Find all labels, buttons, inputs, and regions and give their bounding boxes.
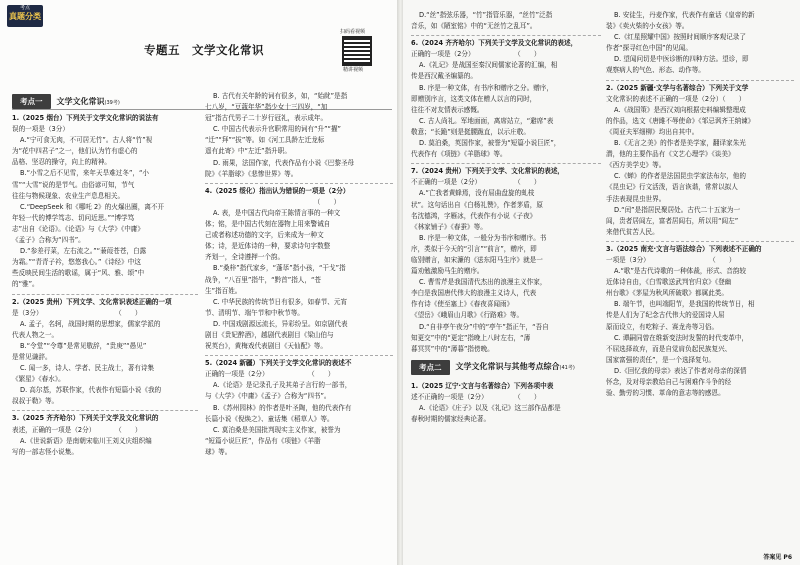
text-line: 长篇小说《倪焕之》、童话集《稻草人》等。 xyxy=(205,414,334,423)
question-divider xyxy=(205,183,393,184)
answer-option: B. 序是一种文体，一般分为书序和赠序。书 xyxy=(419,233,547,242)
text-line: 序，类似于今天的“引言”“前言”，赠序，即 xyxy=(411,244,537,253)
text-line: 往往不对友情表示感慨。 xyxy=(411,105,484,114)
text-line: 临别赠言，如宋濂的《送东阳马生序》就是一 xyxy=(411,255,543,264)
text-line: 志”出自《论语》。《论语》与《大学》《中庸》 xyxy=(12,224,144,233)
question-stem: 7.（2024 贵州）下列关于文学、文化常识的表述， xyxy=(411,167,565,176)
answer-option: B.“桑梓”指代家乡，“蓬荜”指小孩，“干戈”指 xyxy=(213,264,346,273)
text-line: 《西方美学史》等。 xyxy=(606,161,666,170)
answer-option: A.“宁可食无肉，不可居无竹”。古人将“竹”视 xyxy=(20,136,153,145)
text-line: 春秋时期的儒家经典论著。 xyxy=(411,415,491,424)
topic-title: 专题五 文学文化常识 xyxy=(144,43,264,57)
answer-option: B.“令堂”“令尊”是常见敬辞，“贵庚”“愚见” xyxy=(20,341,147,350)
text-line: 齐划一，全诗遵押一个韵。 xyxy=(205,253,285,262)
answer-option: B. 序是一种文体，有书序和赠序之分。赠序， xyxy=(419,83,553,92)
question-stem: 3.（2025 齐齐哈尔）下列关于文学及文化常识的 xyxy=(12,414,159,423)
answer-option: C. 闻一多，诗人、学者、民主战士，著有诗集 xyxy=(20,364,155,373)
text-line: （ ） xyxy=(205,197,341,206)
question-divider xyxy=(12,294,198,295)
answer-option: D.《回忆我的母亲》表达了作者对母亲的深情 xyxy=(614,366,747,375)
text-line: 近体诗自由，《白雪歌送武判官归京》《登幽 xyxy=(606,278,732,287)
text-line: 状”。这句话出自《白杨礼赞》，作者茅盾，原 xyxy=(411,200,543,209)
text-line: 《繁星》《春水》。 xyxy=(12,375,65,384)
text-line: 冠”指古代男子二十岁行冠礼，表示成年。 xyxy=(205,114,328,123)
text-line: 《孟子》合称为“四书”。 xyxy=(12,236,85,245)
text-line: 知更交”中的“更定”指晚上八时左右，“薄 xyxy=(411,333,531,342)
qr-caption-bottom: 精讲视频 xyxy=(343,67,364,73)
text-line: 叔叔于勒》等。 xyxy=(12,397,59,406)
answer-option: B. 古代有关年龄的词有很多，如，“始龀”是指 xyxy=(213,92,348,100)
question-stem: 2.（2025 新疆·文学与名著综合）下列关于文学 xyxy=(606,83,749,92)
text-line: 遥有此寄》中“左迁”指升职。 xyxy=(205,147,291,156)
right-column xyxy=(205,91,393,458)
section-tag: 考点二 xyxy=(411,360,450,375)
page-number: 答案见 P6 xyxy=(763,554,792,561)
text-line: 代表人物之一。 xyxy=(12,330,59,339)
text-line: 为“花中四君子”之一，他们认为竹有虚心的 xyxy=(12,147,138,156)
question-divider xyxy=(411,35,601,36)
answer-option: A. 孟子，名轲，战国时期的思想家，儒家学派的 xyxy=(20,319,161,328)
text-line: 祝英台》，黄梅戏代表剧目《天仙配》等。 xyxy=(205,342,327,351)
answer-option: C.《蝉》的作者是法国昆虫学家法布尔，他的 xyxy=(614,172,746,181)
question-stem: 1.（2025 辽宁·文言与名著综合）下列各项中表 xyxy=(411,381,554,390)
question-stem: 2.（2025 贵州）下列文学、文化常识表述正确的一项 xyxy=(12,297,172,306)
text-line: 名沈德鸿，字雁冰，代表作有小说《子夜》 xyxy=(411,211,537,220)
text-line: 《林家铺子》《春蚕》等。 xyxy=(411,222,487,231)
answer-option: B. 安徒生，丹麦作家，代表作有童话《皇帝的新 xyxy=(614,11,755,19)
question-stem: 3.（2025 南充·文言与语法综合）下列表述不正确的 xyxy=(606,244,762,253)
text-line: 州台歌》《茅屋为秋风所破歌》都属此类。 xyxy=(606,289,728,298)
text-line: 的作品，选文《唐雎不辱使命》《邹忌讽齐王纳谏》 xyxy=(606,116,755,125)
text-line: 体；铭，是中国古代刻在器物上用来警诫自 xyxy=(205,220,331,229)
text-line: 剧目《贵妃醉酒》，越剧代表剧目《梁山伯与 xyxy=(205,330,334,339)
text-line: 音乐，如《陋室铭》中的“无丝竹之乱耳”。 xyxy=(411,22,537,31)
section-tag: 考点一 xyxy=(12,94,51,109)
answer-option: A.《论语》《庄子》以及《礼记》这三部作品都是 xyxy=(419,404,561,412)
question-divider xyxy=(205,355,393,356)
question-divider xyxy=(12,410,198,411)
text-line: 写的一部志怪小说集。 xyxy=(12,447,78,456)
text-line: 作有诗《使至塞上》《春夜喜闻雨》 xyxy=(411,300,514,309)
answer-option: C. 曹雪芹是我国清代杰出的浪漫主义作家， xyxy=(419,278,547,287)
answer-option: A. 表，是中国古代向帝王陈情言事的一种文 xyxy=(213,208,341,217)
text-line: 传是西汉戴圣编纂的。 xyxy=(411,72,477,81)
answer-option: A.“歌”是古代诗歌的一种体裁，形式、音韵较 xyxy=(614,267,747,276)
text-line: 国家富强的责任”，是一个选择复句。 xyxy=(606,355,715,364)
answer-option: C. 中国古代表示升官职常用的词有“升”“擢” xyxy=(213,125,341,134)
answer-option: D.“闰”是指居民聚居处。古代二十五家为一 xyxy=(614,205,741,214)
text-line: 原而设立，有吃粽子、赛龙舟等习俗。 xyxy=(606,322,719,331)
text-line: 是常见谦辞。 xyxy=(12,352,52,361)
text-line: 品格、坚忍的操守，向上的精神。 xyxy=(12,158,111,167)
text-line: 即赠别序言，这类文体在赠人以言的同时， xyxy=(411,94,537,103)
answer-option: B.《无言之美》的作者是美学家，翻译家朱光 xyxy=(614,139,746,148)
text-line: 文化常识的表述不正确的一项是（2分）（ ） xyxy=(606,94,746,103)
answer-option: C. 莫泊桑是美国批判现实主义作家，被誉为 xyxy=(213,425,341,434)
text-line: 代表作有《项链》《羊脂球》等。 xyxy=(411,150,507,159)
section-name: 文学文化常识与其他考点综合(41考) xyxy=(455,361,575,371)
text-line: 往往与物候现象、农业生产息息相关。 xyxy=(12,191,125,200)
text-line: 表述，正确的一项是（2分） （ ） xyxy=(12,425,142,434)
answer-option: D.“自非亭午夜分”中的“亭午”指正午，“吾自 xyxy=(419,322,549,331)
left-page xyxy=(0,0,398,565)
text-line: 作者“探寻红色中国”的见闻。 xyxy=(606,44,692,53)
right-page xyxy=(403,0,800,565)
answer-option: A.“亡我者黄蜂焉，没有屈曲盘旋的虬枝 xyxy=(419,189,535,198)
section-heading-2 xyxy=(411,360,601,375)
answer-option: D.“参差荇菜，左右流之。”“蒹葭苍苍，白露 xyxy=(20,247,147,256)
answer-option: C. 谭嗣同曾在维新变法时发誓的时代变革中， xyxy=(614,333,749,342)
text-line: “短篇小说巨匠”，作品有《项链》《羊脂 xyxy=(205,436,321,445)
text-line: 正确的一项是（2分） （ ） xyxy=(205,370,335,379)
answer-option: A.《礼记》是战国至秦汉间儒家论著的汇编，相 xyxy=(419,61,558,70)
text-line: 潜，他的主要作品有《文艺心理学》《谈美》 xyxy=(606,150,735,159)
question-divider xyxy=(411,163,601,164)
question-stem: 4.（2025 绥化）指出认为错误的一项是（2分） xyxy=(205,186,350,195)
text-line: 七八岁，“豆蔻年华”指少女十三四岁，“加 xyxy=(205,103,328,112)
text-line: 《周亚夫军细柳》均出自其中。 xyxy=(606,127,699,136)
text-line: 战争，“八百里”指牛，“黔首”指人，“苍 xyxy=(205,275,321,284)
text-line: 暮冥冥”中的“薄暮”指傍晚。 xyxy=(411,344,494,353)
text-line: 《望岳》《峨眉山月歌》《行路难》等。 xyxy=(411,311,524,320)
text-line: 年轻一代的博学笃志、切问近思。”“博学笃 xyxy=(12,213,135,222)
answer-option: D. 雨果，法国作家，代表作品有小说《巴黎圣母 xyxy=(213,158,355,167)
topic-title-band xyxy=(44,30,340,64)
section-name: 文学文化常识(39考) xyxy=(56,97,120,106)
text-line: 观察病人的气色、形态、动作等。 xyxy=(606,66,705,75)
question-divider xyxy=(606,241,794,242)
text-line: 院》《羊脂球》《悲惨世界》等。 xyxy=(205,169,298,178)
answer-option: B.“小雪之后不见雪，来年天旱难过冬”，“小 xyxy=(20,169,149,178)
qr-caption-top: 扫码看视频 xyxy=(340,29,366,35)
left-column xyxy=(411,10,601,425)
text-line: 些反映民间生活的歌谣，属于“风、雅、颂”中 xyxy=(12,269,145,278)
answer-option: A.《战国策》是西汉刘向根据史料编辑整理成 xyxy=(614,105,746,114)
left-column xyxy=(12,113,198,458)
text-line: 篇劝勉激励马生的赠序。 xyxy=(411,267,484,276)
question-stem: 5.（2024 新疆）下列关于文学文化常识的表述不 xyxy=(205,359,352,368)
answer-option: B. 端午节，也叫端阳节，是我国的传统节日，相 xyxy=(614,300,755,309)
answer-option: C. 古人尚礼。军地面面，离席站立，“避席”表 xyxy=(419,116,554,125)
answer-option: D. 望闻问切是中医诊断的四种方法。望诊，即 xyxy=(614,55,749,64)
answer-option: A.《世说新语》是南朝宋临川王刘义庆组织编 xyxy=(20,436,152,445)
text-line: 节、清明节、端午节和中秋节等。 xyxy=(205,308,304,317)
answer-option: C.《红星照耀中国》按照时间顺序客观记录了 xyxy=(614,33,746,42)
text-line: 怀念，及对母亲教给自己与困难作斗争的经 xyxy=(606,378,732,386)
text-line: 球》等。 xyxy=(205,447,232,456)
text-line: 己或者称述功德的文字，后来成为一种文 xyxy=(205,231,324,240)
text-line: 闾，贵者居闾左，富者居闾右，所以用“闾左” xyxy=(606,216,739,225)
text-line: 《昆虫记》行文活泼，语言诙谐，常常以拟人 xyxy=(606,183,738,192)
text-line: 与《大学》《中庸》《孟子》合称为“四书”。 xyxy=(205,392,331,401)
answer-option: D. 莫泊桑，英国作家，被誉为“短篇小说巨匠”， xyxy=(419,139,561,148)
text-line: 体；诗，是近体诗的一种，要求诗句字数整 xyxy=(205,242,331,251)
text-line: 误的一项是（3分） xyxy=(12,125,69,134)
text-line: “迁”“拜”“拔”等。如《河工具龄左迁龙标 xyxy=(205,136,325,145)
text-line: 李白是我国唐代伟大的浪漫主义诗人，代表 xyxy=(411,289,537,298)
text-line: 雪”“大雪”说的是节气。由俗谚可知，节气 xyxy=(12,180,135,189)
text-line: 验、勤劳的习惯、革命的意志等的感恩。 xyxy=(606,389,725,398)
right-column xyxy=(606,10,794,399)
answer-option: C. 中华民族的传统节日有很多，如春节、元宵 xyxy=(213,297,348,306)
answer-option: D.“丝”指弦乐器，“竹”指管乐器，“丝竹”泛指 xyxy=(419,11,553,19)
qr-code-icon[interactable] xyxy=(344,38,370,64)
question-divider xyxy=(606,80,794,81)
series-logo xyxy=(7,5,43,27)
text-line: 生”指百姓。 xyxy=(205,286,242,295)
answer-option: D. 中国戏剧源远流长，异彩纷呈。如京剧代表 xyxy=(213,319,348,328)
text-line: 装》《卖火柴的小女孩》等。 xyxy=(606,22,689,31)
text-line: 传是人们为了纪念古代伟大的爱国诗人屈 xyxy=(606,311,725,320)
text-line: 敬意；“长跪”则是挺腰跪直，以示庄敬。 xyxy=(411,127,530,136)
text-line: 的“雅”。 xyxy=(12,280,39,289)
answer-option: C.“DeepSeek 和《哪吒 2》的火爆出圈，离不开 xyxy=(20,202,165,211)
answer-option: D. 高尔基，苏联作家，代表作有短篇小说《我的 xyxy=(20,386,162,395)
logo-top-text: 考点 xyxy=(19,5,30,11)
text-line: 是（3分） （ ） xyxy=(12,308,142,317)
text-line: 述不正确的一项是（2分） （ ） xyxy=(411,392,541,401)
logo-main-text: 真题分类 xyxy=(9,12,41,21)
text-line: 为霜。”“青青子衿，悠悠我心。”《诗经》中这 xyxy=(12,258,141,267)
text-line: 正确的一项是（2分） （ ） xyxy=(411,50,541,59)
text-line: 来借代贫苦人民。 xyxy=(606,227,659,236)
text-line: 一项是（3分） （ ） xyxy=(606,255,736,264)
answer-option: B.《苏州园林》的作者是叶圣陶，他的代表作有 xyxy=(213,403,352,412)
question-stem: 1.（2025 烟台）下列关于文学文化常识的说法有 xyxy=(12,114,159,122)
question-stem: 6.（2024 齐齐哈尔）下列关于文学及文化常识的表述， xyxy=(411,39,578,48)
text-line: 不屈选择故弃，而是自觉肩负起民族复兴、 xyxy=(606,344,732,353)
answer-option: A.《论语》是记录孔子及其弟子言行的一部书， xyxy=(213,381,352,390)
text-line: 手法表现昆虫世界。 xyxy=(606,194,666,203)
text-line: 不正确的一项是（2分） （ ） xyxy=(411,178,541,187)
